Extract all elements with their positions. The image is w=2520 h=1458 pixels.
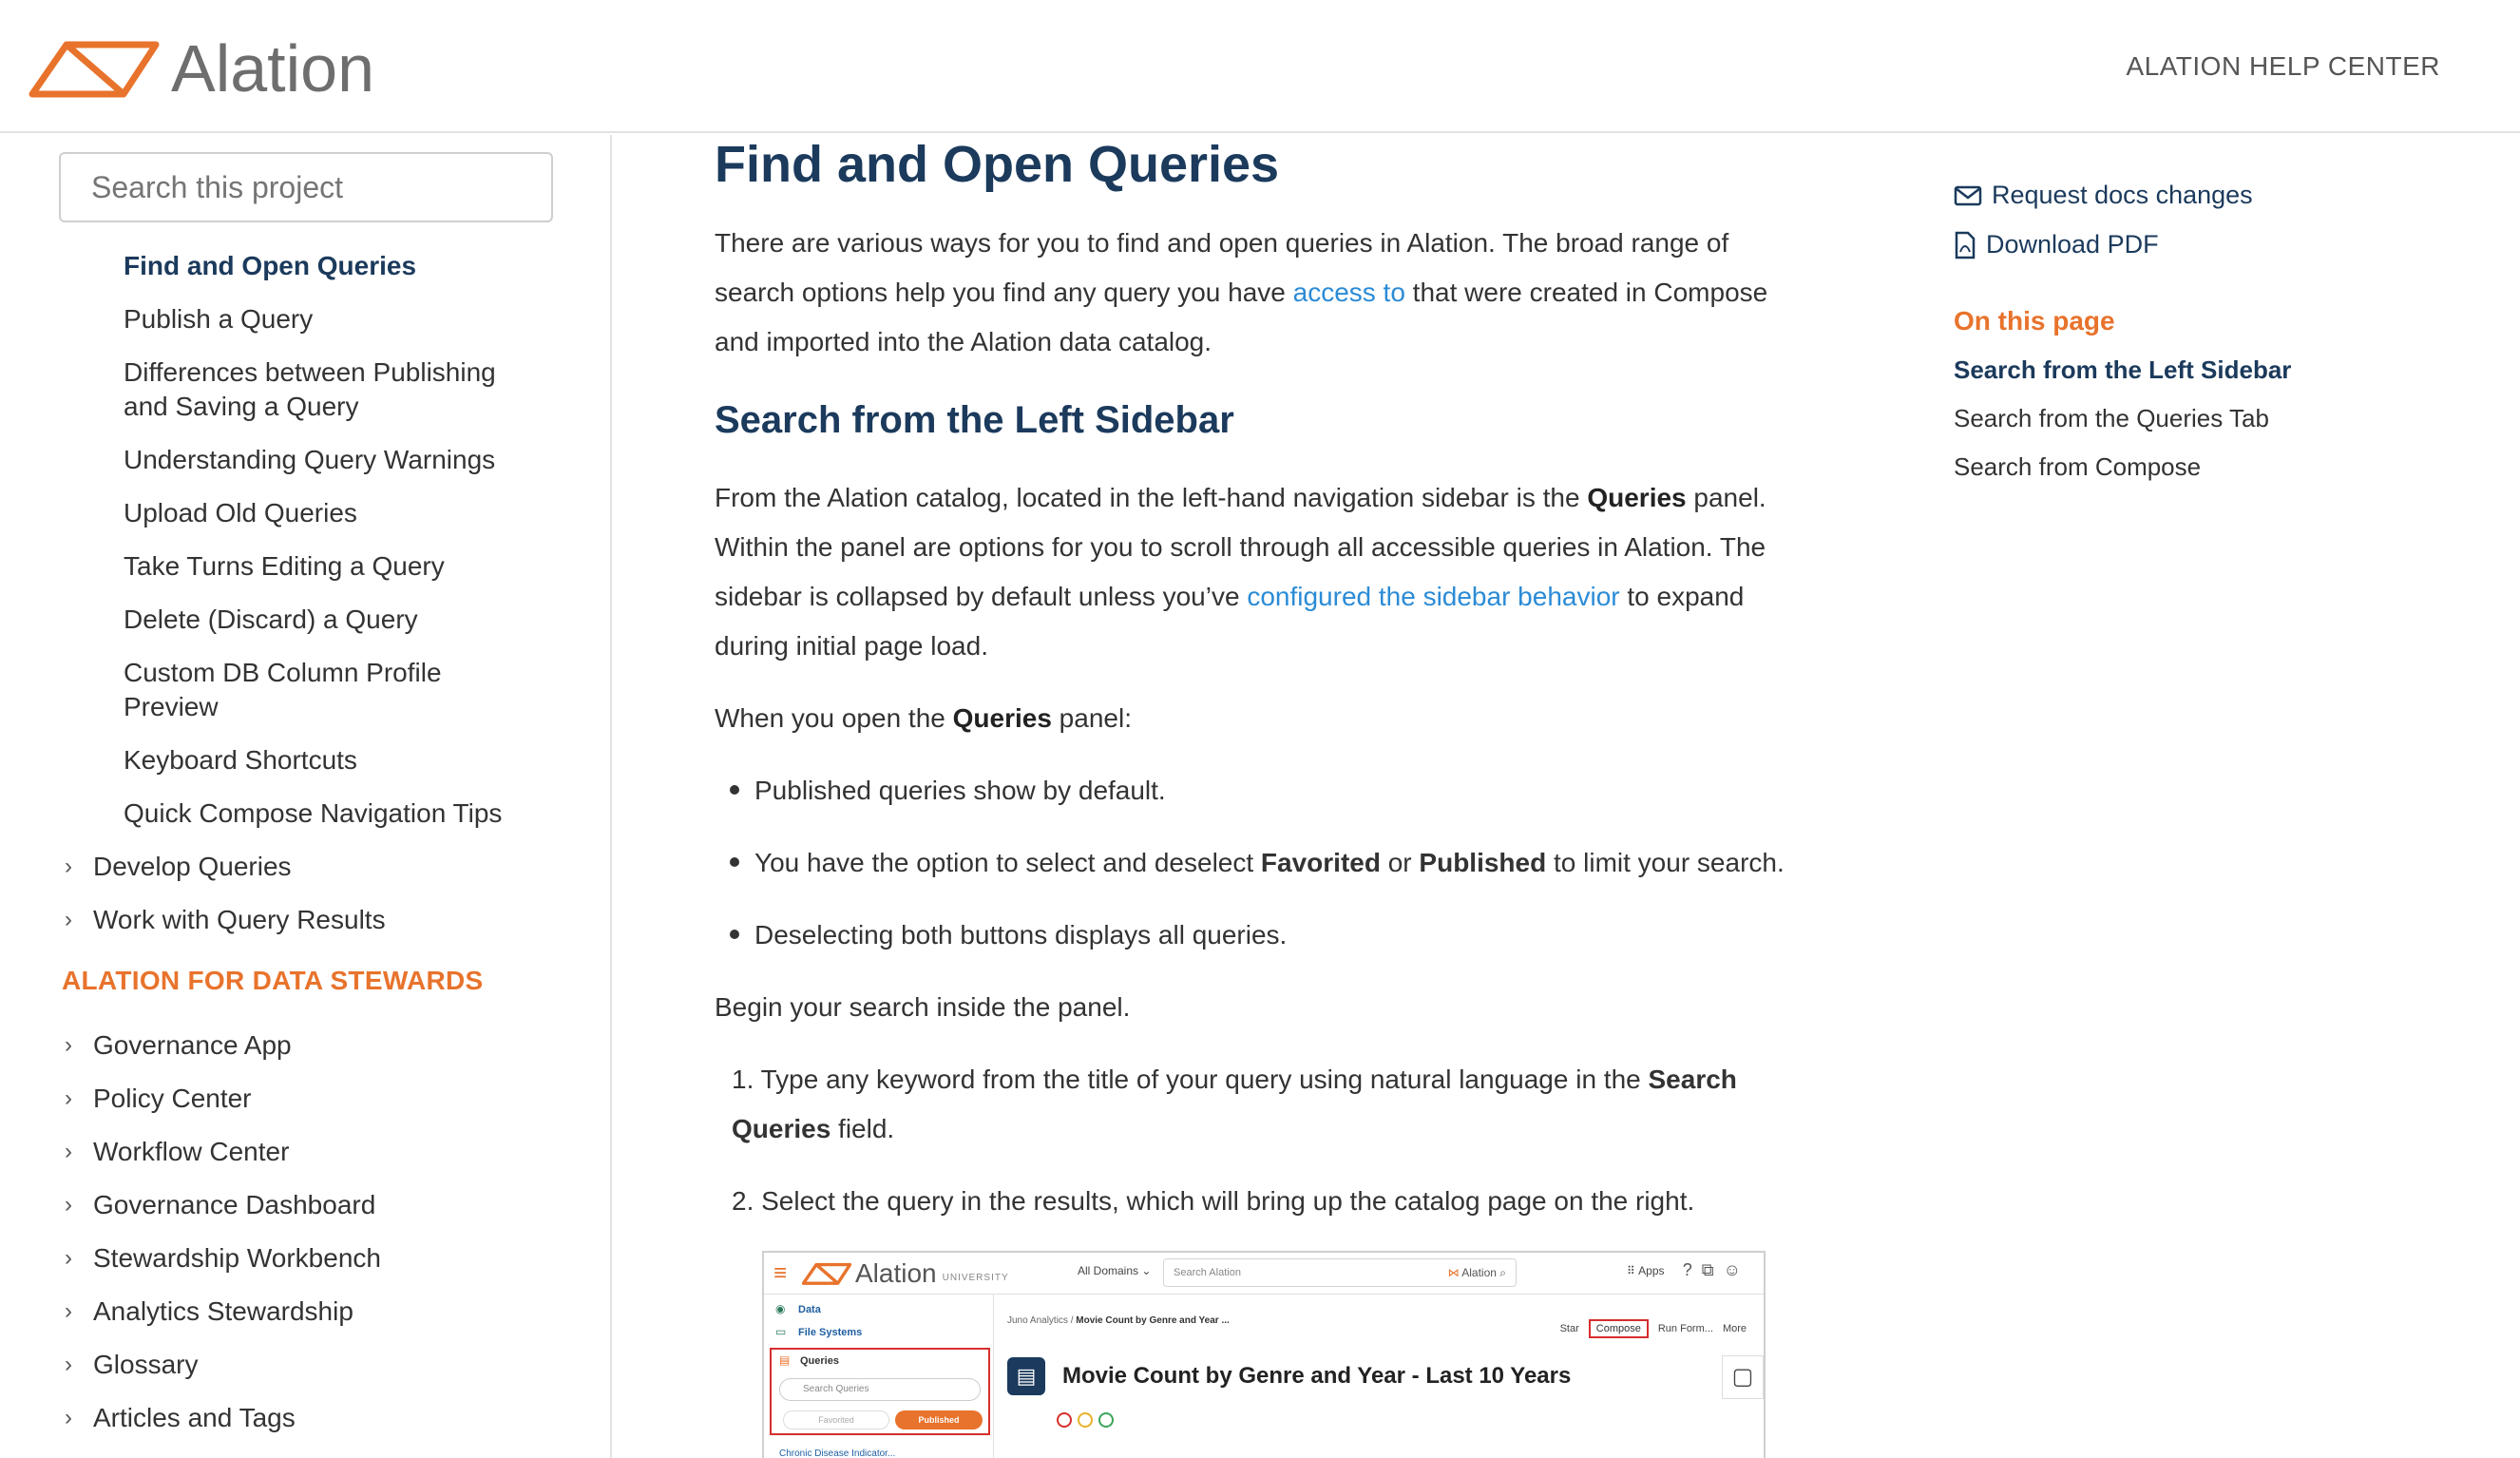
- inbox-icon: ⧉: [1701, 1260, 1724, 1279]
- sidebar-item-upload-old[interactable]: Upload Old Queries: [124, 498, 357, 528]
- screenshot-published-toggle: Published: [895, 1410, 983, 1429]
- step-1-text-end: field.: [830, 1114, 895, 1143]
- configured-sidebar-link[interactable]: configured the sidebar behavior: [1247, 582, 1620, 611]
- download-pdf-link[interactable]: [1954, 230, 2159, 259]
- sidebar-item-find-open-queries[interactable]: Find and Open Queries: [124, 251, 417, 280]
- section-heading: Search from the Left Sidebar: [715, 399, 1234, 441]
- p2-text-d: to expand during initial page load.: [715, 582, 1745, 661]
- project-search-input[interactable]: [91, 170, 521, 205]
- domains-label: All Domains: [1078, 1264, 1139, 1277]
- bullet-text: Deselecting both buttons displays all queries.: [754, 920, 1288, 950]
- alation-logo-icon: [29, 39, 160, 98]
- search-tag-label: Alation: [1461, 1266, 1497, 1279]
- sidebar-item-label: Stewardship Workbench: [93, 1243, 381, 1273]
- bullet-dot: [730, 930, 739, 939]
- status-dot: [1078, 1412, 1093, 1428]
- grid-icon: ⠿: [1627, 1264, 1635, 1277]
- download-pdf-label: Download PDF: [1986, 230, 2159, 259]
- p2-text-c: panel. Within the panel are options for you to scroll through all accessible queries in Alation. The sidebar is collapsed by default unless you’ve: [715, 483, 1766, 611]
- chevron-right-icon: ›: [65, 1139, 72, 1164]
- sidebar-item-label: Workflow Center: [93, 1137, 290, 1166]
- embedded-screenshot: [762, 1251, 1766, 1458]
- comment-icon: ▢: [1722, 1355, 1764, 1399]
- screenshot-logo: [802, 1258, 1009, 1289]
- screenshot-domains: [1078, 1264, 1151, 1277]
- apps-label: Apps: [1638, 1264, 1665, 1277]
- p2-text-a: From the Alation catalog, located in the left-hand navigation sidebar is the: [715, 483, 1588, 512]
- request-docs-label: Request docs changes: [1992, 181, 2253, 209]
- sidebar-item-work-with-results[interactable]: [65, 903, 386, 937]
- sidebar-item-label: Analytics Stewardship: [93, 1296, 353, 1326]
- p3-bold-queries: Queries: [952, 703, 1052, 733]
- intro-paragraph: [715, 219, 1807, 367]
- crumb-2: Movie Count by Genre and Year ...: [1076, 1315, 1230, 1326]
- screenshot-queries-panel: [770, 1348, 990, 1435]
- screenshot-compose: Compose: [1589, 1319, 1649, 1338]
- database-icon: ◉: [775, 1302, 786, 1315]
- status-dot: [1057, 1412, 1072, 1428]
- screenshot-actions: [1560, 1319, 1747, 1338]
- alation-logo[interactable]: [29, 30, 374, 106]
- screenshot-search-placeholder: Search Alation: [1174, 1267, 1241, 1278]
- request-docs-changes-link[interactable]: [1954, 181, 2253, 210]
- chevron-right-icon: ›: [65, 854, 72, 879]
- step-1-bold: Search Queries: [732, 1065, 1737, 1143]
- crumb-1: Juno Analytics: [1007, 1315, 1068, 1326]
- sidebar-section-title: ALATION FOR DATA STEWARDS: [62, 966, 484, 995]
- screenshot-search: [1163, 1258, 1517, 1287]
- step-2: 2. Select the query in the results, which will bring up the catalog page on the right.: [732, 1186, 1695, 1216]
- user-icon: ☺: [1723, 1260, 1750, 1279]
- query-icon: ▤: [779, 1353, 791, 1367]
- main-content: [715, 135, 1817, 1458]
- sidebar-item-label: Develop Queries: [93, 852, 292, 881]
- project-search-box[interactable]: [59, 152, 553, 222]
- p3-text-a: When you open the: [715, 703, 953, 733]
- screenshot-query-result: Chronic Disease Indicator...: [779, 1448, 896, 1458]
- alation-logo-icon: [802, 1262, 851, 1285]
- screenshot-header-icons: [1683, 1260, 1750, 1280]
- bullet-dot: [730, 785, 739, 795]
- screenshot-header: [764, 1253, 1764, 1295]
- sidebar-item-workflow-center[interactable]: [65, 1135, 290, 1169]
- screenshot-status-dots: [1057, 1412, 1114, 1428]
- status-dot: [1098, 1412, 1114, 1428]
- sidebar-item-keyboard-shortcuts[interactable]: Keyboard Shortcuts: [124, 745, 357, 775]
- screenshot-query-header: [1007, 1357, 1571, 1395]
- brand-name: Alation: [171, 31, 375, 106]
- sidebar-item-glossary[interactable]: [65, 1348, 199, 1382]
- screenshot-star: Star: [1559, 1323, 1579, 1334]
- chevron-right-icon: ›: [65, 1192, 72, 1218]
- sidebar-item-analytics-stewardship[interactable]: [65, 1295, 353, 1329]
- sidebar-item-delete-query[interactable]: Delete (Discard) a Query: [124, 604, 418, 634]
- chevron-right-icon: ›: [65, 1032, 72, 1058]
- screenshot-sidebar: [764, 1295, 994, 1458]
- sidebar-item-quick-compose[interactable]: Quick Compose Navigation Tips: [124, 798, 503, 828]
- intro-text-2: that were created in Compose and imported into the Alation data catalog.: [715, 278, 1768, 356]
- chevron-right-icon: ›: [65, 1298, 72, 1324]
- screenshot-apps: [1627, 1264, 1665, 1277]
- sidebar-item-develop-queries[interactable]: [65, 850, 292, 884]
- sidebar-item-query-warnings[interactable]: Understanding Query Warnings: [124, 445, 496, 474]
- screenshot-university: UNIVERSITY: [942, 1272, 1009, 1283]
- sidebar-item-label: Governance App: [93, 1030, 292, 1060]
- sidebar-item-custom-db-column[interactable]: Custom DB Column Profile Preview: [124, 658, 442, 721]
- sidebar-item-label: Glossary: [93, 1350, 199, 1379]
- search-icon: ⌕: [1499, 1266, 1506, 1279]
- screenshot-more: More: [1722, 1323, 1747, 1334]
- left-sidebar: [0, 135, 612, 1458]
- screenshot-search-queries: Search Queries: [779, 1378, 981, 1401]
- chevron-right-icon: ›: [65, 907, 72, 932]
- chevron-right-icon: ›: [65, 1245, 72, 1271]
- toc-item-compose[interactable]: Search from Compose: [1954, 452, 2202, 481]
- sidebar-item-policy-center[interactable]: [65, 1082, 252, 1116]
- queries-panel-paragraph: [715, 694, 1807, 743]
- hamburger-icon: ≡: [773, 1260, 788, 1286]
- chevron-right-icon: ›: [65, 1085, 72, 1111]
- query-icon: ▤: [1007, 1357, 1045, 1395]
- screenshot-search-tag: [1448, 1266, 1506, 1280]
- step-1-text: 1. Type any keyword from the title of your query using natural language in the: [732, 1065, 1649, 1094]
- screenshot-breadcrumb: Juno Analytics / Movie Count by Genre and Year ...: [1007, 1315, 1230, 1326]
- step-1: [732, 1055, 1796, 1154]
- bullet-dot: [730, 857, 739, 867]
- sidebar-item-label: Articles and Tags: [93, 1403, 296, 1432]
- sidebar-paragraph: [715, 473, 1807, 671]
- on-this-page-title: On this page: [1954, 306, 2115, 336]
- sidebar-item-label: Governance Dashboard: [93, 1190, 376, 1219]
- sidebar-item-take-turns[interactable]: Take Turns Editing a Query: [124, 551, 445, 581]
- screenshot-favorited-toggle: Favorited: [783, 1410, 889, 1429]
- help-icon: ?: [1682, 1260, 1702, 1279]
- chevron-down-icon: ⌄: [1141, 1264, 1152, 1277]
- screenshot-queries-title: Queries: [800, 1355, 839, 1367]
- folder-icon: ▭: [775, 1325, 787, 1338]
- site-header: [0, 0, 2520, 133]
- sidebar-item-label: Policy Center: [93, 1084, 252, 1113]
- bullet-text: You have the option to select and deselect: [754, 848, 1261, 877]
- bullet-bold-favorited: Favorited: [1260, 848, 1381, 877]
- begin-search-paragraph: Begin your search inside the panel.: [715, 992, 1131, 1022]
- sidebar-item-differences[interactable]: Differences between Publishing and Saving a Query: [124, 357, 496, 421]
- toc-item-left-sidebar[interactable]: Search from the Left Sidebar: [1954, 355, 2292, 384]
- sidebar-item-stewardship-workbench[interactable]: [65, 1241, 381, 1276]
- bullet-bold-published: Published: [1419, 848, 1547, 877]
- help-center-link[interactable]: ALATION HELP CENTER: [2126, 51, 2440, 81]
- p3-text-c: panel:: [1051, 703, 1132, 733]
- intro-text-1: There are various ways for you to find and open queries in Alation. The broad range of search options help you find any query you have: [715, 228, 1729, 307]
- sidebar-item-label: Work with Query Results: [93, 905, 386, 934]
- sidebar-item-publish-query[interactable]: Publish a Query: [124, 304, 314, 334]
- screenshot-brand: Alation: [855, 1258, 937, 1288]
- bullet-item: [730, 911, 1287, 960]
- sidebar-item-governance-dashboard[interactable]: [65, 1188, 376, 1222]
- screenshot-run: Run Form...: [1657, 1323, 1713, 1334]
- page-title: Find and Open Queries: [715, 136, 1280, 193]
- bullet-text: or: [1380, 848, 1420, 877]
- pdf-file-icon: [1954, 231, 1976, 259]
- p2-bold-queries: Queries: [1587, 483, 1687, 512]
- screenshot-query-name: Movie Count by Genre and Year - Last 10 Years: [1062, 1363, 1572, 1389]
- bullet-text: Published queries show by default.: [754, 776, 1166, 805]
- screenshot-nav-file-systems: File Systems: [798, 1327, 863, 1338]
- chevron-right-icon: ›: [65, 1352, 72, 1377]
- envelope-icon: [1954, 184, 1982, 207]
- access-to-link[interactable]: access to: [1292, 278, 1405, 307]
- sidebar-item-governance-app[interactable]: [65, 1028, 292, 1063]
- toc-item-queries-tab[interactable]: Search from the Queries Tab: [1954, 404, 2269, 432]
- sidebar-item-articles-tags[interactable]: [65, 1401, 296, 1435]
- bullet-text: to limit your search.: [1546, 848, 1785, 877]
- bullet-item: [730, 766, 1166, 815]
- bullet-item: [730, 838, 1785, 888]
- screenshot-nav-data: Data: [798, 1304, 821, 1315]
- alation-mini-icon: ⋈: [1447, 1266, 1460, 1279]
- chevron-right-icon: ›: [65, 1405, 72, 1430]
